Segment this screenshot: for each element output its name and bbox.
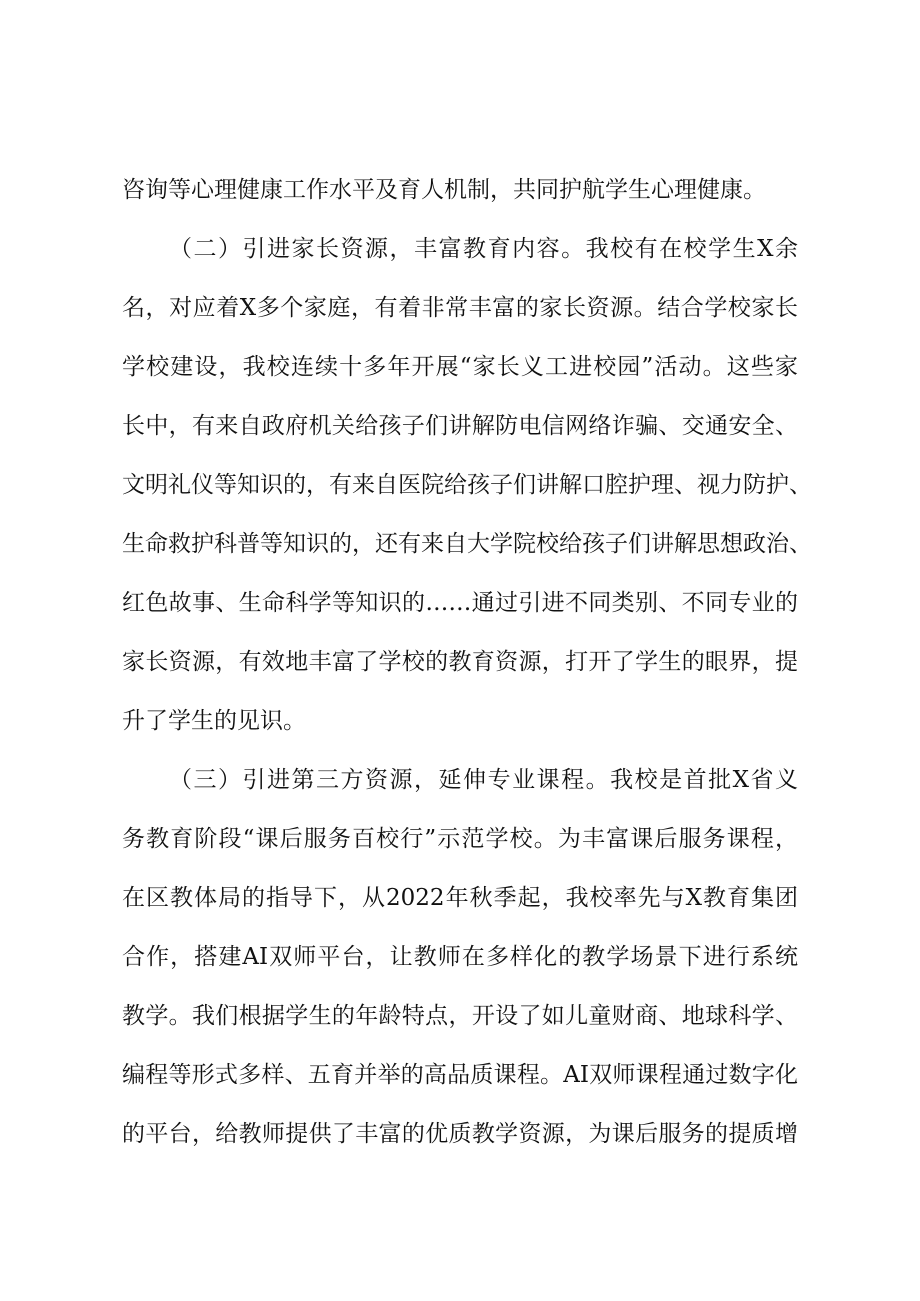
text-line: 咨询等心理健康工作水平及育人机制，共同护航学生心理健康。 <box>122 177 766 203</box>
text-line: 升了学生的见识。 <box>122 708 306 734</box>
text-line: 编程等形式多样、五育并举的高品质课程。AI双师课程通过数字化 <box>122 1062 798 1088</box>
text-line: 教学。我们根据学生的年龄特点，开设了如儿童财商、地球科学、 <box>122 1003 798 1029</box>
text-line: 生命救护科普等知识的，还有来自大学院校给孩子们讲解思想政治、 <box>122 531 812 557</box>
text-line: 合作，搭建AI双师平台，让教师在多样化的教学场景下进行系统 <box>122 944 798 970</box>
text-line: 文明礼仪等知识的，有来自医院给孩子们讲解口腔护理、视力防护、 <box>122 472 812 498</box>
text-line: 的平台，给教师提供了丰富的优质教学资源，为课后服务的提质增 <box>122 1121 798 1147</box>
text-line: 红色故事、生命科学等知识的……通过引进不同类别、不同专业的 <box>122 590 798 616</box>
paragraph-heading-line: （二）引进家长资源，丰富教育内容。我校有在校学生X余 <box>169 236 798 262</box>
text-line: 学校建设，我校连续十多年开展“家长义工进校园”活动。这些家 <box>122 354 798 380</box>
text-line: 名，对应着X多个家庭，有着非常丰富的家长资源。结合学校家长 <box>122 295 798 321</box>
text-line: 长中，有来自政府机关给孩子们讲解防电信网络诈骗、交通安全、 <box>122 413 798 439</box>
text-line: 务教育阶段“课后服务百校行”示范学校。为丰富课后服务课程， <box>122 826 798 852</box>
text-line: 家长资源，有效地丰富了学校的教育资源，打开了学生的眼界，提 <box>122 649 798 675</box>
paragraph-heading-line: （三）引进第三方资源，延伸专业课程。我校是首批X省义 <box>169 767 798 793</box>
text-line: 在区教体局的指导下，从2022年秋季起，我校率先与X教育集团 <box>122 885 798 911</box>
